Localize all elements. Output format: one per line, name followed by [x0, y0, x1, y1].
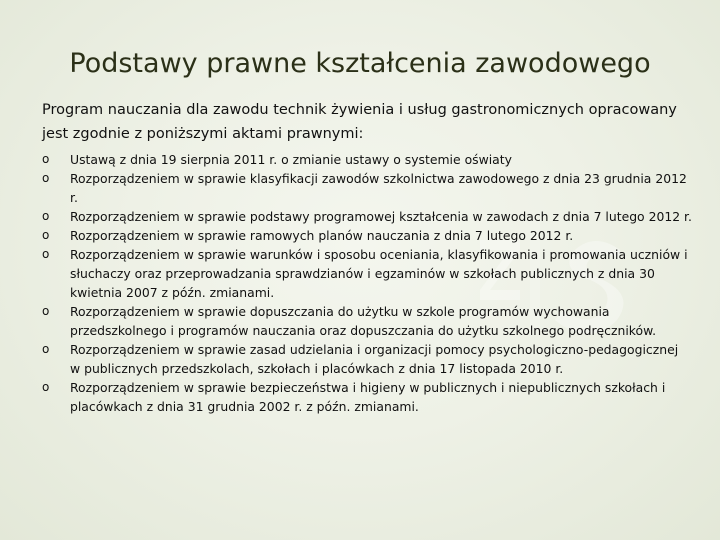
- list-item: [42, 378, 692, 416]
- list-item: [42, 245, 692, 302]
- list-item: [42, 226, 692, 245]
- list-item-text: Rozporządzeniem w sprawie dopuszczania do użytku w szkole programów wychowania przedszkolnego i programów nauczania oraz dopuszczania do użytku szkolnego podręczników.: [70, 304, 657, 338]
- bullet-icon: o: [42, 247, 50, 261]
- bullet-icon: o: [42, 152, 50, 166]
- list-item-text: Rozporządzeniem w sprawie bezpieczeństwa i higieny w publicznych i niepublicznych szkołach i placówkach z dnia 31 grudnia 2002 r. z późn. zmianami.: [70, 380, 666, 414]
- bullet-icon: o: [42, 209, 50, 223]
- list-item: [42, 207, 692, 226]
- legal-acts-list: [42, 150, 692, 416]
- list-item-text: Ustawą z dnia 19 sierpnia 2011 r. o zmianie ustawy o systemie oświaty: [70, 152, 512, 167]
- list-item: [42, 340, 692, 378]
- list-item: [42, 302, 692, 340]
- bullet-icon: o: [42, 342, 50, 356]
- list-item-text: Rozporządzeniem w sprawie zasad udzielania i organizacji pomocy psychologiczno-pedagogicznej w publicznych przedszkolach, szkołach i placówkach z dnia 17 listopada 2010 r.: [70, 342, 679, 376]
- list-item-text: Rozporządzeniem w sprawie warunków i sposobu oceniania, klasyfikowania i promowania uczniów i słuchaczy oraz przeprowadzania sprawdzianów i egzaminów w szkołach publicznych z dnia 30 kwietnia 2007 z późn. zmianami.: [70, 247, 688, 300]
- intro-paragraph: Program nauczania dla zawodu technik żywienia i usług gastronomicznych opracowany jest zgodnie z poniższymi aktami prawnymi:: [42, 102, 677, 142]
- list-item: [42, 169, 692, 207]
- slide-title: Podstawy prawne kształcenia zawodowego: [69, 48, 651, 79]
- list-item-text: Rozporządzeniem w sprawie podstawy programowej kształcenia w zawodach z dnia 7 lutego 2012 r.: [70, 209, 692, 224]
- bullet-icon: o: [42, 228, 50, 242]
- bullet-icon: o: [42, 380, 50, 394]
- list-item-text: Rozporządzeniem w sprawie ramowych planów nauczania z dnia 7 lutego 2012 r.: [70, 228, 574, 243]
- list-item: [42, 150, 692, 169]
- bullet-icon: o: [42, 304, 50, 318]
- list-item-text: Rozporządzeniem w sprawie klasyfikacji zawodów szkolnictwa zawodowego z dnia 23 grudnia 2012 r.: [70, 171, 687, 205]
- bullet-icon: o: [42, 171, 50, 185]
